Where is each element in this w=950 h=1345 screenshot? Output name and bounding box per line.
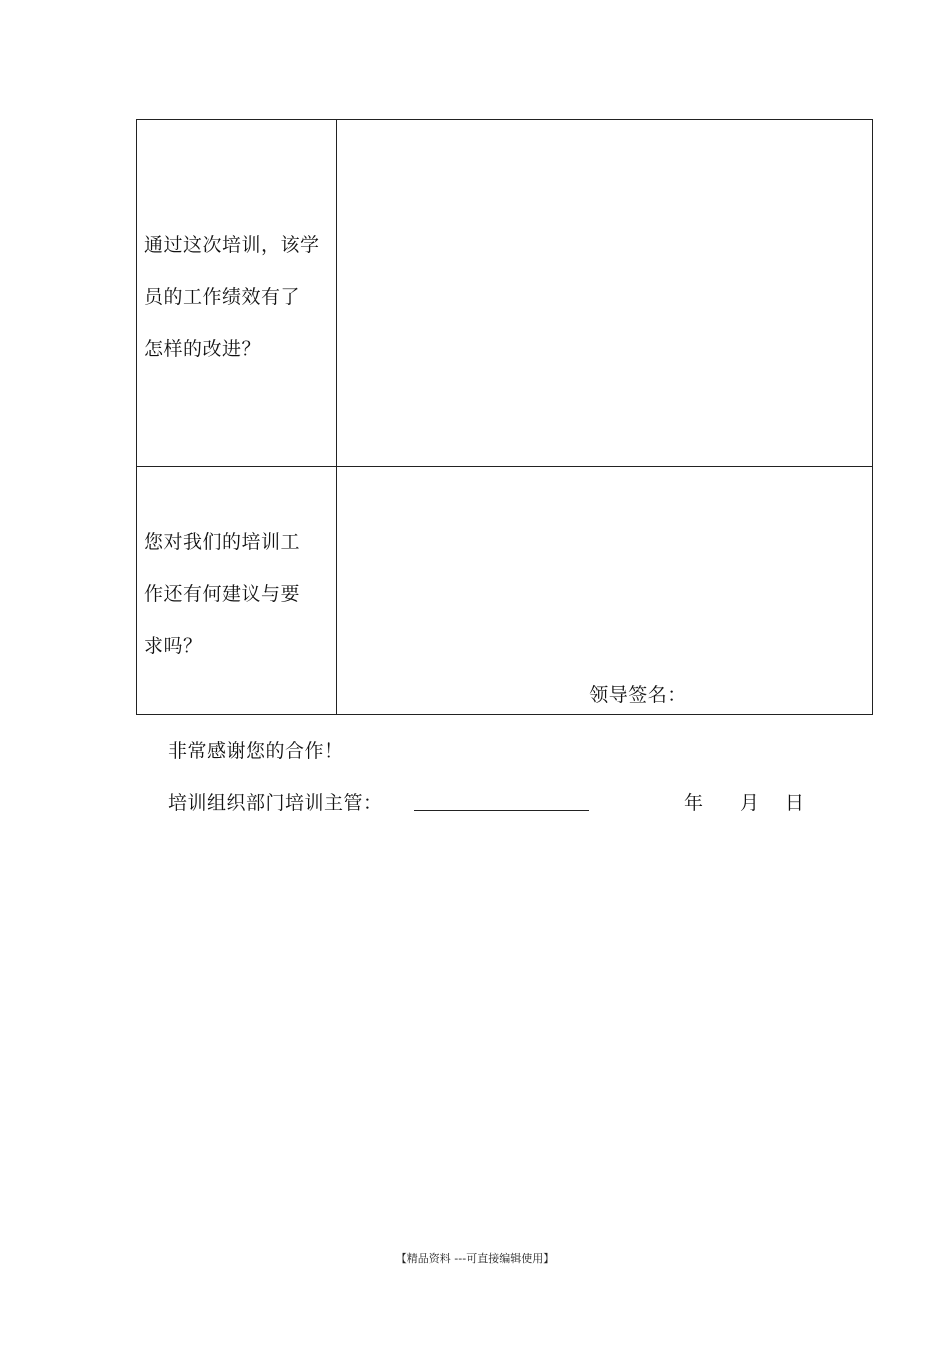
date-day-label: 日 <box>785 792 805 814</box>
date-month-label: 月 <box>740 792 760 814</box>
question-line: 您对我们的培训工 <box>144 531 301 553</box>
question-line: 通过这次培训，该学 <box>144 234 320 256</box>
table-row <box>137 120 873 467</box>
supervisor-label: 培训组织部门培训主管： <box>168 792 383 814</box>
date-year-label: 年 <box>684 792 704 814</box>
leader-signature-label: 领导签名： <box>589 684 687 706</box>
question-line: 求吗？ <box>144 635 203 657</box>
thanks-text: 非常感谢您的合作！ <box>168 740 344 762</box>
answer-cell-suggestions[interactable] <box>337 467 873 715</box>
question-cell-performance <box>137 120 337 467</box>
question-line: 怎样的改进？ <box>144 338 262 360</box>
table-row <box>137 467 873 715</box>
question-line: 作还有何建议与要 <box>144 583 301 605</box>
answer-cell-performance[interactable] <box>337 120 873 467</box>
question-text-performance <box>137 120 336 375</box>
question-line: 员的工作绩效有了 <box>144 286 301 308</box>
footer-note: 【精品资料 ---可直接编辑使用】 <box>395 1252 555 1265</box>
evaluation-table <box>136 119 873 715</box>
question-text-suggestions <box>137 467 336 672</box>
question-cell-suggestions <box>137 467 337 715</box>
supervisor-signature-line[interactable] <box>414 810 589 811</box>
